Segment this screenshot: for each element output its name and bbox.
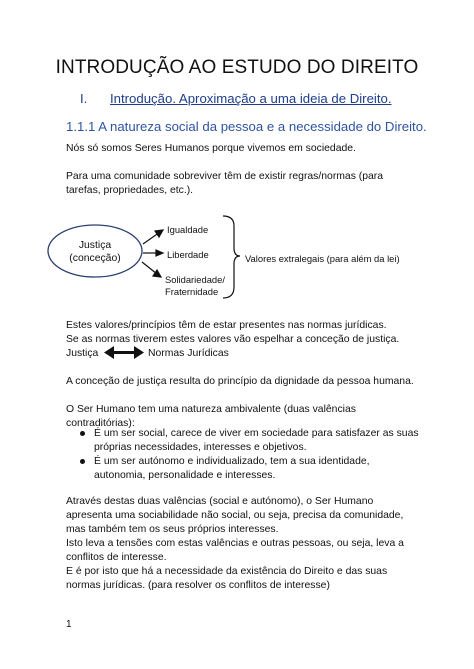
list-item xyxy=(66,455,426,483)
double-arrow-right-head xyxy=(134,346,144,359)
paragraph-1: Nós só somos Seres Humanos porque vivemos em sociedade. xyxy=(66,143,356,154)
bullet-2-line-1: É um ser autónomo e individualizado, tem a sua identidade, xyxy=(94,456,370,467)
bullet-1-line-1: É um ser social, carece de viver em sociedade para satisfazer as suas xyxy=(94,428,419,439)
arrowhead-igualdade xyxy=(155,230,163,237)
document-title: INTRODUÇÃO AO ESTUDO DO DIREITO xyxy=(55,57,419,78)
paragraph-6-line-4: Isto leva a tensões com estas valências e outras pessoas, ou seja, leva a xyxy=(66,538,404,549)
page-number: 1 xyxy=(66,619,72,630)
paragraph-6-line-5: conflitos de interesse. xyxy=(66,552,167,563)
arrow-left-label: Justiça xyxy=(66,348,99,359)
subsection-heading: 1.1.1 A natureza social da pessoa e a necessidade do Direito. xyxy=(66,119,427,134)
paragraph-6-line-3: mas também tem os seus próprios interesses. xyxy=(66,524,279,535)
value-solidariedade xyxy=(165,274,225,298)
paragraph-5-line-2: contraditórias): xyxy=(66,418,135,429)
value-solidariedade-line-1: Solidariedade/ xyxy=(165,274,225,285)
paragraph-3-line-2: Se as normas tiverem estes valores vão espelhar a conceção de justiça. xyxy=(66,334,400,345)
paragraph-2-line-1: Para uma comunidade sobreviver têm de existir regras/normas (para xyxy=(66,171,384,182)
bullet-list xyxy=(66,427,426,483)
value-igualdade: Igualdade xyxy=(167,224,209,235)
value-liberdade: Liberdade xyxy=(167,249,209,260)
ellipse-label xyxy=(69,239,121,265)
bullet-dot-icon xyxy=(80,459,85,464)
paragraph-6-line-1: Através destas duas valências (social e autónomo), o Ser Humano xyxy=(66,496,374,507)
paragraph-6-line-6: E é por isto que há a necessidade da existência do Direito e das suas xyxy=(66,566,388,577)
ellipse-label-line-1: Justiça xyxy=(78,240,112,251)
bullet-dot-icon xyxy=(80,431,85,436)
bullet-1-line-2: próprias necessidades, interesses e objetivos. xyxy=(94,442,307,453)
section-heading-text: Introdução. Aproximação a uma ideia de Direito. xyxy=(110,91,392,106)
paragraph-5-line-1: O Ser Humano tem uma natureza ambivalente (duas valências xyxy=(66,404,356,415)
brace-label: Valores extralegais (para além da lei) xyxy=(245,253,400,264)
double-arrow-shaft xyxy=(112,351,136,354)
paragraph-6 xyxy=(66,495,446,593)
arrow-right-label: Normas Jurídicas xyxy=(148,348,229,359)
section-number: I. xyxy=(80,91,88,106)
arrowhead-liberdade xyxy=(156,250,163,256)
ellipse-label-line-2: (conceção) xyxy=(69,253,121,264)
arrow-to-solidariedade xyxy=(142,262,157,274)
double-arrow-left-head xyxy=(104,346,114,359)
right-brace xyxy=(223,216,240,298)
list-item xyxy=(66,427,426,455)
paragraph-4: A conceção de justiça resulta do princípio da dignidade da pessoa humana. xyxy=(66,376,414,387)
paragraph-2-line-2: tarefas, propriedades, etc.). xyxy=(66,185,194,196)
bullet-2-line-2: autonomia, personalidade e interesses. xyxy=(94,470,276,481)
paragraph-3 xyxy=(66,319,426,347)
paragraph-6-line-2: apresenta uma sociabilidade não social, ou seja, precisa da comunidade, xyxy=(66,510,404,521)
value-solidariedade-line-2: Fraternidade xyxy=(165,286,219,297)
paragraph-3-line-1: Estes valores/princípios têm de estar presentes nas normas jurídicas. xyxy=(66,320,387,331)
paragraph-6-line-7: normas jurídicas. (para resolver os conflitos de interesse) xyxy=(66,580,330,591)
